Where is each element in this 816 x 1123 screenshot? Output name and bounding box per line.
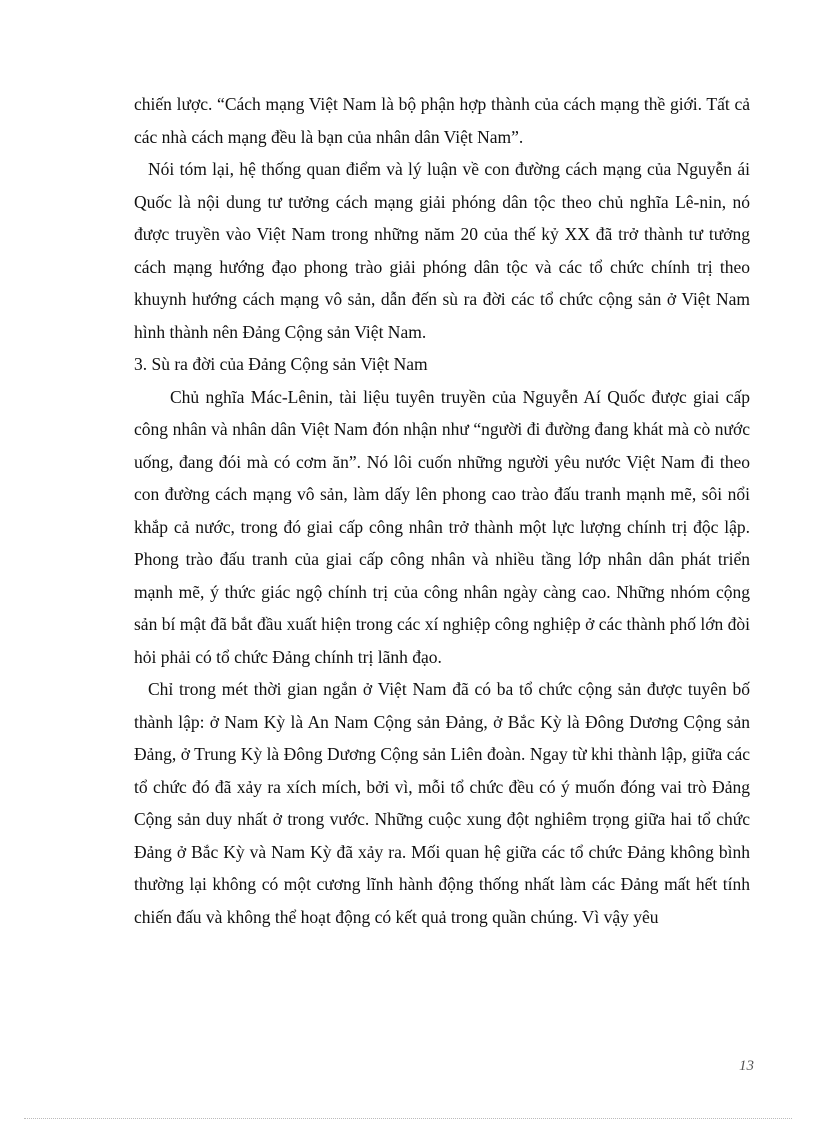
body-text — [134, 88, 750, 933]
page-number: 13 — [739, 1058, 754, 1074]
paragraph-three-organizations: Chỉ trong mét thời gian ngắn ở Việt Nam đã có ba tổ chức cộng sản được tuyên bố thành lập: ở Nam Kỳ là An Nam Cộng sản Đảng, ở Bắc Kỳ là Đông Dương Cộng sản Đảng, ở Trung Kỳ là Đông Dương Cộng sản Liên đoàn. Ngay từ khi thành lập, giữa các tổ chức đó đã xảy ra xích mích, bởi vì, mỗi tổ chức đều có ý muốn đóng vai trò Đảng Cộng sản duy nhất ở trong vước. Những cuộc xung đột nghiêm trọng giữa hai tổ chức Đảng ở Bắc Kỳ và Nam Kỳ đã xảy ra. Mối quan hệ giữa các tổ chức Đảng không bình thường lại không có một cương lĩnh hành động thống nhất làm các Đảng mất hết tính chiến đấu và không thể hoạt động có kết quả trong quần chúng. Vì vậy yêu — [134, 679, 750, 927]
paragraph-summary: Nói tóm lại, hệ thống quan điểm và lý luận về con đường cách mạng của Nguyễn ái Quốc là nội dung tư tưởng cách mạng giải phóng dân tộc theo chủ nghĩa Lê-nin, nó được truyền vào Việt Nam trong những năm 20 của thế kỷ XX đã trở thành tư tưởng cách mạng hướng đạo phong trào giải phóng dân tộc và các tổ chức chính trị theo khuynh hướng cách mạng vô sản, dẫn đến sù ra đời các tổ chức cộng sản ở Việt Nam hình thành nên Đảng Cộng sản Việt Nam. — [134, 159, 750, 342]
footer-divider — [24, 1118, 792, 1119]
paragraph-marxism: Chủ nghĩa Mác-Lênin, tài liệu tuyên truyền của Nguyễn Aí Quốc được giai cấp công nhân và nhân dân Việt Nam đón nhận như “người đi đường đang khát mà cò nước uống, đang đói mà có cơm ăn”. Nó lôi cuốn những người yêu nước Việt Nam đi theo con đường cách mạng vô sản, làm dấy lên phong cao trào đấu tranh mạnh mẽ, sôi nổi khắp cả nước, trong đó giai cấp công nhân trở thành một lực lượng chính trị độc lập. Phong trào đấu tranh của giai cấp công nhân và nhiều tầng lớp nhân dân phát triển mạnh mẽ, ý thức giác ngộ chính trị của công nhân ngày càng cao. Những nhóm cộng sản bí mật đã bắt đầu xuất hiện trong các xí nghiệp công nghiệp ở các thành phố lớn đòi hỏi phải có tổ chức Đảng chính trị lãnh đạo. — [134, 386, 750, 667]
paragraph-continuation: chiến lược. “Cách mạng Việt Nam là bộ phận hợp thành của cách mạng thề giới. Tất cả các nhà cách mạng đều là bạn của nhân dân Việt Nam”. — [134, 94, 750, 147]
section-heading: 3. Sù ra đời của Đảng Cộng sản Việt Nam — [134, 354, 428, 374]
